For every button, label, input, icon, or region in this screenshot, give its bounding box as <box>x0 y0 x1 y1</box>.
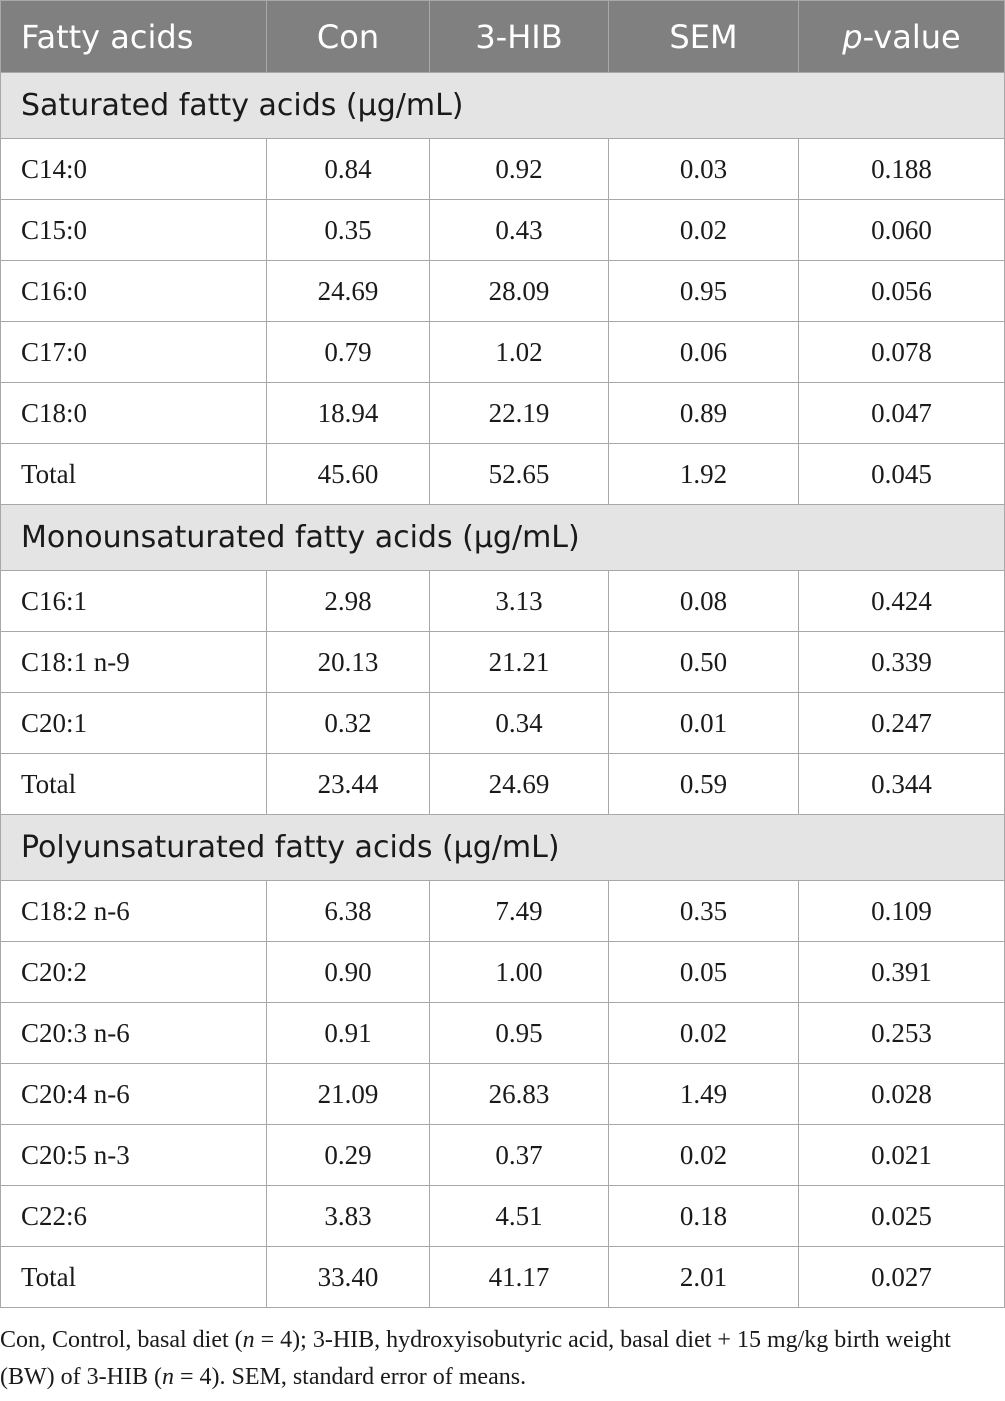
sem-value: 0.08 <box>609 571 799 632</box>
con-value: 0.32 <box>267 693 430 754</box>
p-value: 0.025 <box>799 1186 1005 1247</box>
sem-value: 0.05 <box>609 942 799 1003</box>
sem-value: 0.95 <box>609 261 799 322</box>
footnote-n2: n <box>161 1364 174 1390</box>
hib-value: 1.02 <box>430 322 609 383</box>
table-header <box>1 1 1005 73</box>
sem-value: 1.92 <box>609 444 799 505</box>
hib-value: 22.19 <box>430 383 609 444</box>
fatty-acid-name: C15:0 <box>1 200 267 261</box>
p-value: 0.188 <box>799 139 1005 200</box>
hib-value: 41.17 <box>430 1247 609 1308</box>
fatty-acid-name: C16:0 <box>1 261 267 322</box>
hib-value: 7.49 <box>430 881 609 942</box>
p-value: 0.028 <box>799 1064 1005 1125</box>
table-row <box>1 571 1005 632</box>
fatty-acid-name: C18:0 <box>1 383 267 444</box>
con-value: 0.90 <box>267 942 430 1003</box>
header-row <box>1 1 1005 73</box>
con-value: 0.84 <box>267 139 430 200</box>
hib-value: 28.09 <box>430 261 609 322</box>
fatty-acid-name: Total <box>1 444 267 505</box>
fatty-acid-name: C20:2 <box>1 942 267 1003</box>
fatty-acid-name: C20:4 n-6 <box>1 1064 267 1125</box>
footnote-n1: n <box>242 1327 255 1353</box>
hib-value: 0.92 <box>430 139 609 200</box>
table-row <box>1 200 1005 261</box>
con-value: 33.40 <box>267 1247 430 1308</box>
table-row <box>1 632 1005 693</box>
con-value: 45.60 <box>267 444 430 505</box>
section-title: Polyunsaturated fatty acids (μg/mL) <box>1 815 1005 881</box>
fatty-acid-name: C18:1 n-9 <box>1 632 267 693</box>
con-value: 0.79 <box>267 322 430 383</box>
table-row <box>1 1186 1005 1247</box>
con-value: 20.13 <box>267 632 430 693</box>
footnote-part3: = 4). SEM, standard error of means. <box>173 1364 527 1390</box>
p-value: 0.247 <box>799 693 1005 754</box>
header-p-rest: -value <box>862 17 961 56</box>
hib-value: 21.21 <box>430 632 609 693</box>
sem-value: 0.59 <box>609 754 799 815</box>
p-value: 0.045 <box>799 444 1005 505</box>
fatty-acid-name: C20:3 n-6 <box>1 1003 267 1064</box>
table-row <box>1 261 1005 322</box>
header-con: Con <box>267 1 430 73</box>
p-value: 0.344 <box>799 754 1005 815</box>
table-row <box>1 754 1005 815</box>
table-body <box>1 73 1005 1308</box>
con-value: 23.44 <box>267 754 430 815</box>
table-row <box>1 139 1005 200</box>
p-value: 0.021 <box>799 1125 1005 1186</box>
p-value: 0.060 <box>799 200 1005 261</box>
hib-value: 0.34 <box>430 693 609 754</box>
table-row <box>1 1064 1005 1125</box>
section-header-row <box>1 815 1005 881</box>
p-value: 0.056 <box>799 261 1005 322</box>
table-row <box>1 881 1005 942</box>
fatty-acid-name: C16:1 <box>1 571 267 632</box>
table-row <box>1 322 1005 383</box>
hib-value: 0.95 <box>430 1003 609 1064</box>
fatty-acid-name: C14:0 <box>1 139 267 200</box>
p-value: 0.424 <box>799 571 1005 632</box>
p-value: 0.391 <box>799 942 1005 1003</box>
fatty-acid-name: C18:2 n-6 <box>1 881 267 942</box>
p-value: 0.027 <box>799 1247 1005 1308</box>
sem-value: 0.18 <box>609 1186 799 1247</box>
sem-value: 0.35 <box>609 881 799 942</box>
table-row <box>1 1125 1005 1186</box>
section-title: Monounsaturated fatty acids (μg/mL) <box>1 505 1005 571</box>
header-3hib: 3-HIB <box>430 1 609 73</box>
footnote-part2: = 4); 3-HIB, hydroxyisobutyric acid, basal diet + 15 mg/kg birth weight (BW) of 3-HIB ( <box>0 1327 951 1390</box>
con-value: 21.09 <box>267 1064 430 1125</box>
sem-value: 0.50 <box>609 632 799 693</box>
table-row <box>1 444 1005 505</box>
hib-value: 0.37 <box>430 1125 609 1186</box>
con-value: 24.69 <box>267 261 430 322</box>
p-value: 0.078 <box>799 322 1005 383</box>
fatty-acid-name: C20:1 <box>1 693 267 754</box>
fatty-acid-name: Total <box>1 754 267 815</box>
hib-value: 4.51 <box>430 1186 609 1247</box>
sem-value: 2.01 <box>609 1247 799 1308</box>
con-value: 0.91 <box>267 1003 430 1064</box>
hib-value: 26.83 <box>430 1064 609 1125</box>
fatty-acid-name: Total <box>1 1247 267 1308</box>
footnote-part1: Con, Control, basal diet ( <box>0 1327 243 1353</box>
table-row <box>1 1003 1005 1064</box>
hib-value: 52.65 <box>430 444 609 505</box>
table-row <box>1 383 1005 444</box>
header-fatty-acids: Fatty acids <box>1 1 267 73</box>
p-value: 0.253 <box>799 1003 1005 1064</box>
table-footnote <box>0 1322 1000 1396</box>
con-value: 0.35 <box>267 200 430 261</box>
p-value: 0.047 <box>799 383 1005 444</box>
con-value: 18.94 <box>267 383 430 444</box>
header-p-italic: p <box>842 17 863 56</box>
table-row <box>1 1247 1005 1308</box>
fatty-acid-name: C22:6 <box>1 1186 267 1247</box>
hib-value: 0.43 <box>430 200 609 261</box>
fatty-acid-name: C20:5 n-3 <box>1 1125 267 1186</box>
sem-value: 0.02 <box>609 1125 799 1186</box>
fatty-acid-name: C17:0 <box>1 322 267 383</box>
header-p-value <box>799 1 1005 73</box>
con-value: 3.83 <box>267 1186 430 1247</box>
table-row <box>1 942 1005 1003</box>
p-value: 0.109 <box>799 881 1005 942</box>
sem-value: 0.02 <box>609 200 799 261</box>
sem-value: 0.03 <box>609 139 799 200</box>
sem-value: 1.49 <box>609 1064 799 1125</box>
con-value: 0.29 <box>267 1125 430 1186</box>
table-row <box>1 693 1005 754</box>
sem-value: 0.01 <box>609 693 799 754</box>
sem-value: 0.02 <box>609 1003 799 1064</box>
hib-value: 1.00 <box>430 942 609 1003</box>
hib-value: 24.69 <box>430 754 609 815</box>
sem-value: 0.89 <box>609 383 799 444</box>
hib-value: 3.13 <box>430 571 609 632</box>
con-value: 6.38 <box>267 881 430 942</box>
con-value: 2.98 <box>267 571 430 632</box>
header-sem: SEM <box>609 1 799 73</box>
section-header-row <box>1 73 1005 139</box>
sem-value: 0.06 <box>609 322 799 383</box>
section-header-row <box>1 505 1005 571</box>
p-value: 0.339 <box>799 632 1005 693</box>
section-title: Saturated fatty acids (μg/mL) <box>1 73 1005 139</box>
